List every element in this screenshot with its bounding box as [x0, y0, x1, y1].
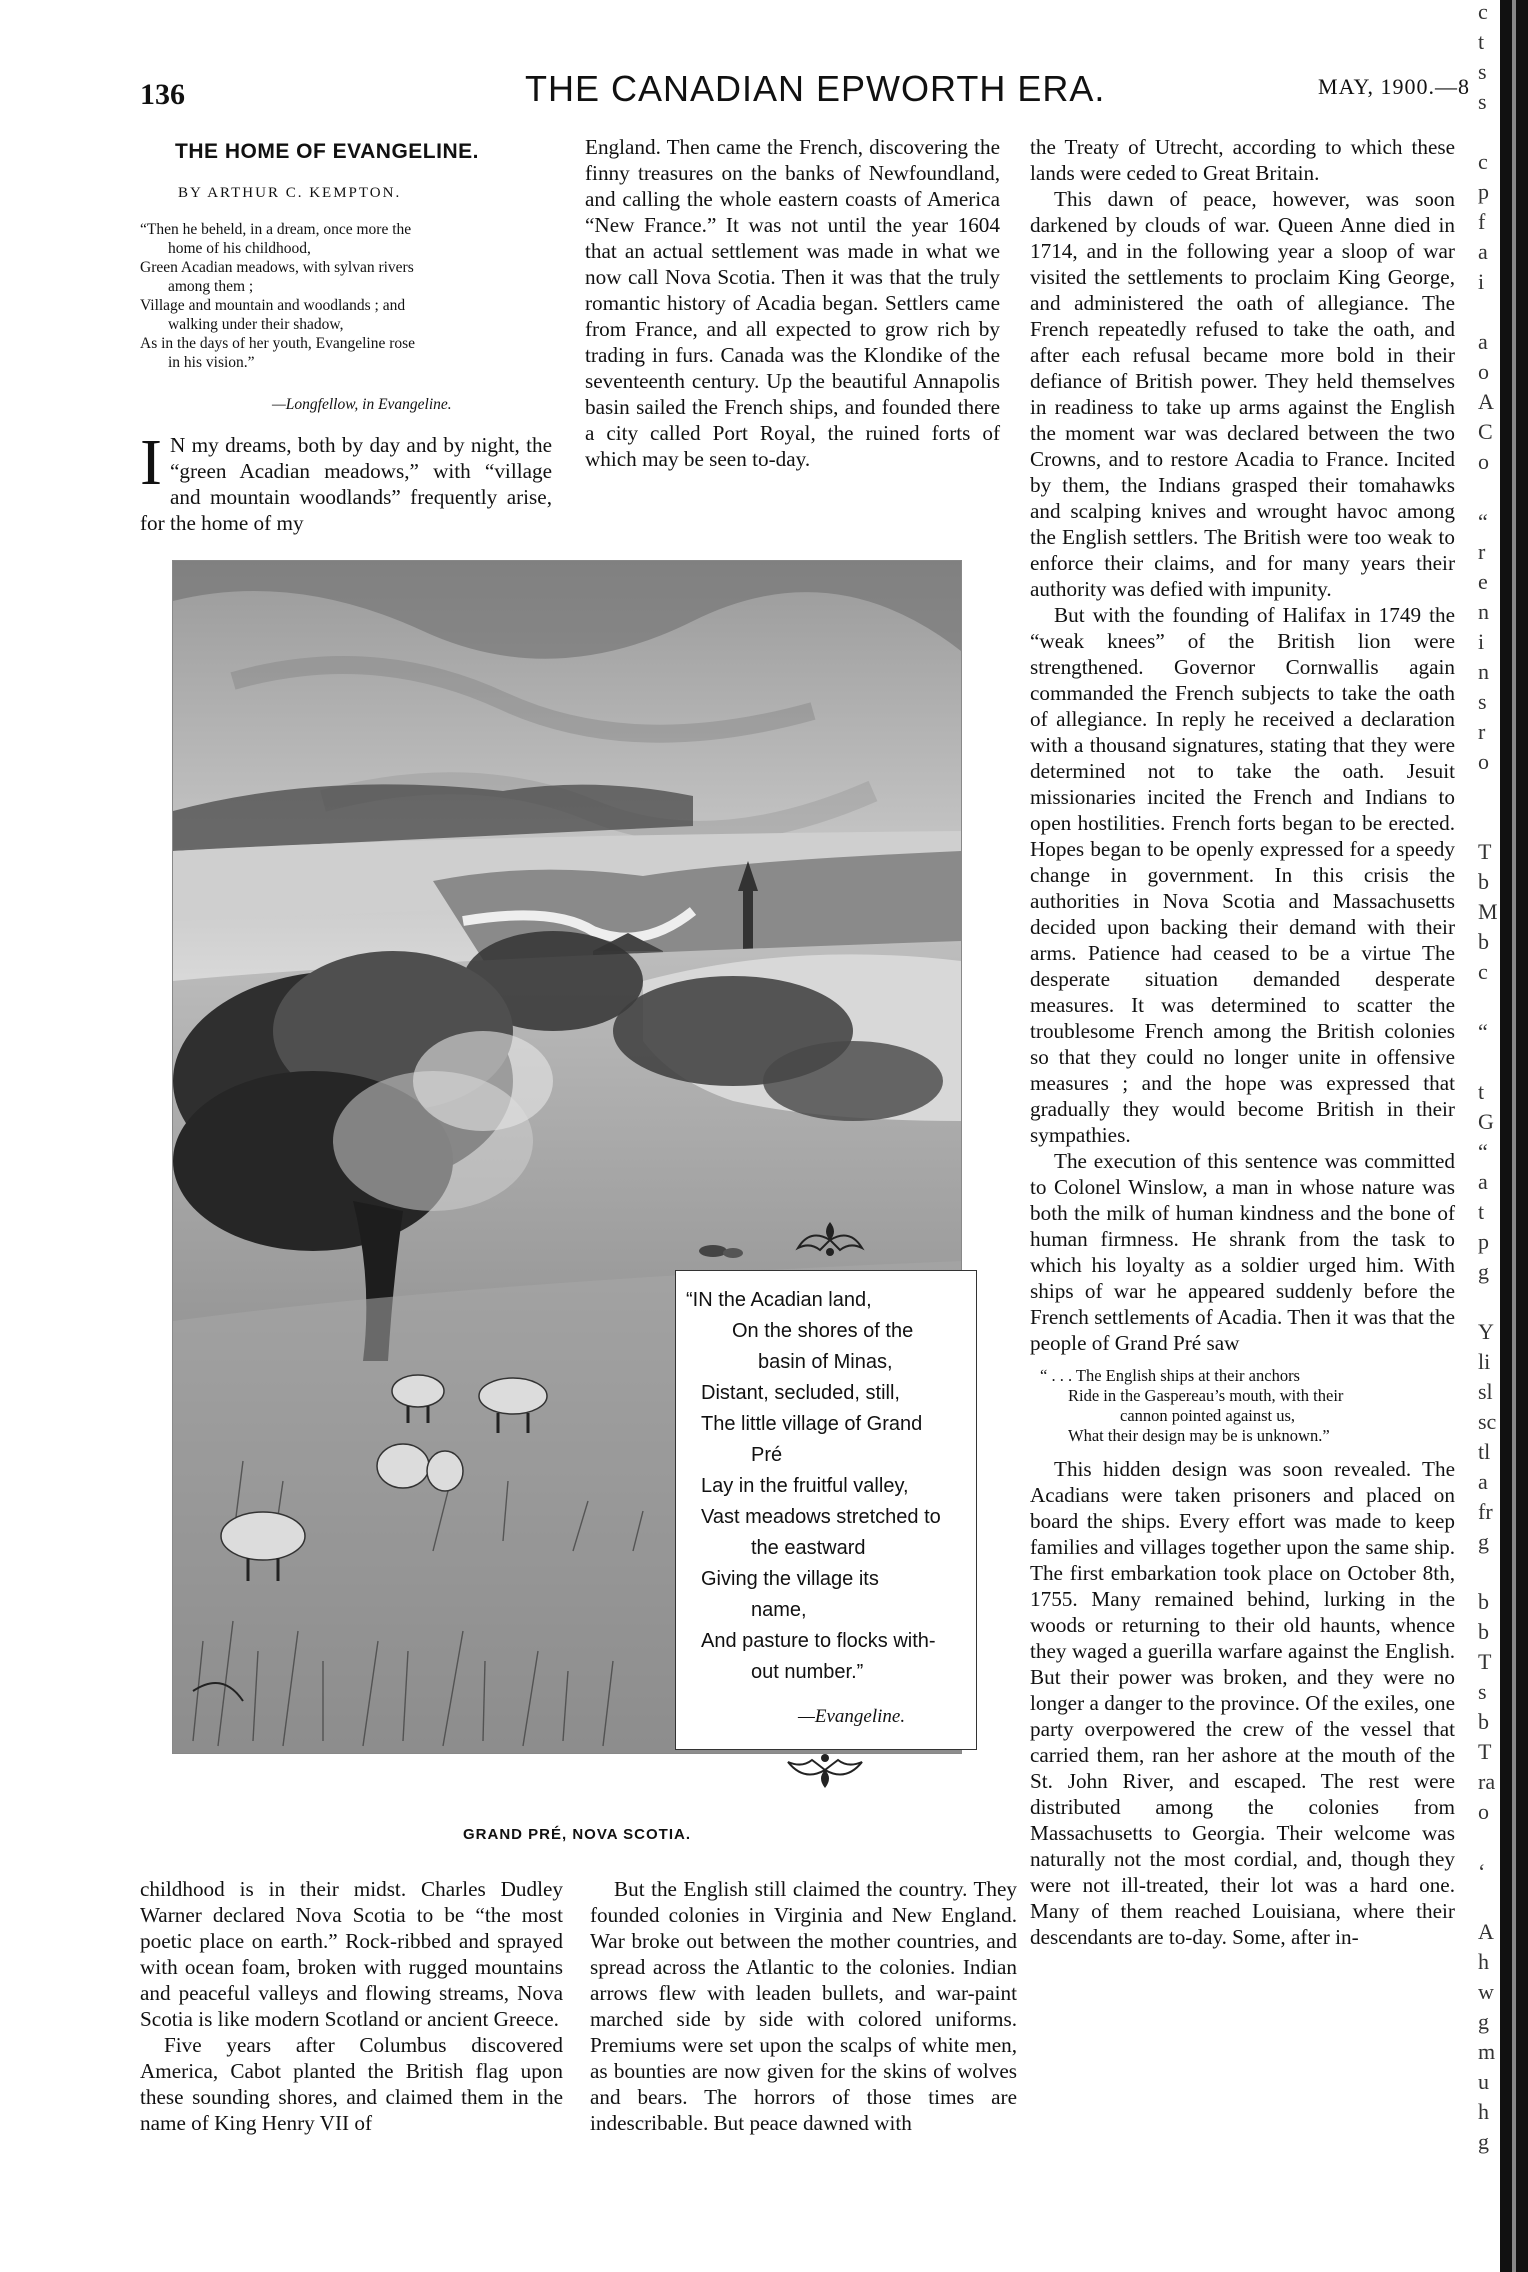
bleed-fragment: A — [1478, 389, 1494, 414]
quote-line: On the shores of the — [732, 1320, 914, 1342]
quote-line: Lay in the fruitful valley, — [701, 1475, 909, 1497]
bleed-fragment — [1478, 300, 1498, 330]
quote-line: Pré — [751, 1444, 783, 1466]
bleed-fragment — [1478, 810, 1498, 840]
page-number: 136 — [140, 78, 185, 111]
epigraph-line: Village and mountain and woodlands ; and — [140, 297, 406, 314]
bleed-fragment: u — [1478, 2069, 1489, 2094]
bleed-fragment: a — [1478, 329, 1488, 354]
bleed-fragment: o — [1478, 1799, 1489, 1824]
bleed-fragment: i — [1478, 269, 1485, 294]
bleed-fragment: n — [1478, 599, 1489, 624]
quote-line: the eastward — [751, 1537, 866, 1559]
bleed-fragment: o — [1478, 359, 1489, 384]
bleed-fragment: ra — [1478, 1769, 1496, 1794]
bleed-fragment: b — [1478, 1589, 1489, 1614]
bleed-fragment: o — [1478, 749, 1489, 774]
paragraph: Five years after Columbus discovered America, Cabot planted the British flag upon these sounding shores, and claimed them in the name of King Henry VII of — [140, 2033, 563, 2135]
epigraph-line: Green Acadian meadows, with sylvan rivers — [140, 259, 414, 276]
bleed-fragment: “ — [1478, 1019, 1488, 1044]
bleed-fragment: g — [1478, 2009, 1489, 2034]
bleed-fragment: ‘ — [1478, 1859, 1486, 1884]
bleed-fragment: fr — [1478, 1499, 1493, 1524]
paragraph: This dawn of peace, however, was soon darkened by clouds of war. Queen Anne died in 1714, and in the following year a sloop of war visited the settlements to proclaim King George, and administered the oath of allegiance. The French repeatedly refused to take the oath, and after each refusal became more bold in their defiance of British power. They held themselves in readiness to take up arms against the English the moment war was declared between the two Crowns, and to restore Acadia to France. Incited by them, the Indians grasped their tomahawks and scalping knives and wrought havoc among the English settlers. The British were too weak to enforce their claims, and for many years their authority was defied with impunity. — [1030, 187, 1455, 601]
bleed-fragment: n — [1478, 659, 1489, 684]
quote-line: cannon pointed against us, — [1120, 1406, 1296, 1425]
bleed-fragment — [1478, 780, 1498, 810]
paragraph: But with the founding of Halifax in 1749 the “weak knees” of the British lion were strengthened. Governor Cornwallis again commanded the French subjects to take the oath of allegiance. In reply he received a declaration with a thousand signatures, stating that they were determined not to take the oath. Jesuit missionaries incited the French and Indians to open hostilities. French forts began to be erected. Hopes began to be openly expressed for a speedy change in government. In this crisis the authorities in Nova Scotia and Massachusetts decided upon backing their demand with their arms. Patience had ceased to be a virtue The desperate situation demanded desperate measures. It was determined to scatter the troublesome French among the British colonies so that they could no longer unite in offensive measures ; and the hope was expressed that gradually they would become British in their sympathies. — [1030, 603, 1455, 1147]
bleed-fragment: a — [1478, 1469, 1488, 1494]
bleed-fragment: g — [1478, 2129, 1489, 2154]
bleed-fragment: “ — [1478, 1139, 1488, 1164]
bleed-fragment — [1478, 480, 1498, 510]
lead-text: N my dreams, both by day and by night, the “green Acadian meadows,” with “village and mountain woodlands” frequently arise, for the home of my — [140, 433, 552, 535]
bleed-fragment: t — [1478, 1199, 1485, 1224]
bleed-fragment: b — [1478, 1619, 1489, 1644]
epigraph-line: in his vision.” — [168, 354, 255, 371]
bleed-fragment: b — [1478, 869, 1489, 894]
bleed-fragment: “ — [1478, 509, 1488, 534]
bleed-fragment: r — [1478, 719, 1486, 744]
epigraph-source: —Longfellow, in Evangeline. — [272, 396, 452, 413]
quote-line: Vast meadows stretched to — [701, 1506, 941, 1528]
bleed-fragment: a — [1478, 1169, 1488, 1194]
bleed-fragment: r — [1478, 539, 1486, 564]
page-header — [140, 68, 1470, 118]
issue-date: MAY, 1900.—8 — [1318, 74, 1470, 99]
bleed-fragment: c — [1478, 149, 1488, 174]
bleed-fragment: T — [1478, 1739, 1492, 1764]
bleed-fragment: o — [1478, 449, 1489, 474]
bleed-fragment: s — [1478, 1679, 1487, 1704]
bleed-fragment: li — [1478, 1349, 1491, 1374]
bleed-fragment — [1478, 1830, 1498, 1860]
next-page-bleed — [1478, 0, 1498, 2272]
bleed-fragment: t — [1478, 29, 1485, 54]
bleed-fragment: s — [1478, 59, 1487, 84]
bleed-fragment: g — [1478, 1529, 1489, 1554]
paragraph: But the English still claimed the country. They founded colonies in Virginia and New England. War broke out between the mother countries, and spread across the Atlantic to the colonies. Indian arrows flew with leaden bullets, and war-paint marched side by side with colored uniforms. Premiums were set upon the scalps of white men, as bounties are now given for the skins of wolves and bears. The horrors of those times are indescribable. But peace dawned with — [590, 1877, 1017, 2135]
bleed-fragment — [1478, 1890, 1498, 1920]
inline-quote — [1040, 1366, 1455, 1446]
paragraph: This hidden design was soon revealed. The Acadians were taken prisoners and placed on board the ships. Every effort was made to keep families and villages together upon the same ship. The first embarkation took place on October 8th, 1755. Many remained behind, lurking in the woods or returning to their old haunts, whence they waged a guerilla warfare against the English. But their power was broken, and they were no longer a danger to the province. Of the exiles, one party overpowered the crew of the vessel that carried them, ran her ashore at the mouth of the St. John River, and escaped. The rest were distributed among the colonies from Massachusetts to Georgia. Their welcome was naturally not the most cordial, and, though they were not ill-treated, their lot was a hard one. Many of them reached Louisiana, where their descendants are to-day. Some, after in- — [1030, 1457, 1455, 1949]
bleed-fragment: w — [1478, 1979, 1494, 2004]
illustration-caption: GRAND PRÉ, NOVA SCOTIA. — [463, 1826, 692, 1843]
quote-line: name, — [751, 1599, 807, 1621]
column-1-bottom — [140, 1876, 563, 2136]
bleed-fragment: sl — [1478, 1379, 1493, 1404]
bleed-fragment — [1478, 120, 1498, 150]
quote-line: Ride in the Gaspereau’s mouth, with their — [1068, 1386, 1344, 1405]
column-2-bottom — [590, 1876, 1017, 2136]
bleed-fragment: h — [1478, 1949, 1489, 1974]
article-title: THE HOME OF EVANGELINE. — [175, 140, 479, 163]
quote-line: The little village of Grand — [701, 1413, 923, 1435]
bleed-fragment: t — [1478, 1079, 1485, 1104]
quote-line: basin of Minas, — [758, 1351, 893, 1373]
quote-line: Distant, secluded, still, — [701, 1382, 900, 1404]
bleed-fragment — [1478, 990, 1498, 1020]
bleed-fragment — [1478, 1050, 1498, 1080]
bleed-fragment: e — [1478, 569, 1488, 594]
bleed-fragment: f — [1478, 209, 1486, 234]
bleed-fragment: a — [1478, 239, 1488, 264]
bleed-fragment: T — [1478, 1649, 1492, 1674]
bleed-fragment: c — [1478, 0, 1488, 24]
bleed-fragment: T — [1478, 839, 1492, 864]
quote-line: What their design may be is unknown.” — [1068, 1426, 1330, 1445]
lead-paragraph — [140, 426, 552, 536]
drop-cap: I — [140, 426, 162, 499]
page-edge-line — [1512, 0, 1516, 2272]
bleed-fragment: M — [1478, 899, 1498, 924]
paragraph: England. Then came the French, discovering the finny treasures on the banks of Newfoundland, and calling the whole eastern coasts of America “New France.” It was not until the year 1604 that an actual settlement was made in what we now call Nova Scotia. Then it was that the truly romantic history of Acadia began. Settlers came from France, and all expected to grow rich by trading in furs. Canada was the Klondike of the seventeenth century. Up the beautiful Annapolis basin sailed the French ships, and founded there a city called Port Royal, the ruined forts of which may be seen to-day. — [585, 135, 1000, 471]
bleed-fragment: b — [1478, 1709, 1489, 1734]
epigraph-line: “Then he beheld, in a dream, once more the — [140, 221, 412, 238]
paragraph: childhood is in their midst. Charles Dudley Warner declared Nova Scotia to be “the most poetic place on earth.” Rock-ribbed and sprayed with ocean foam, broken with rugged mountains and peaceful valleys and flowing streams, Nova Scotia is like modern Scotland or ancient Greece. — [140, 1877, 563, 2031]
quote-line: out number.” — [751, 1661, 864, 1683]
bleed-fragment: Y — [1478, 1319, 1494, 1344]
bleed-fragment: p — [1478, 1229, 1489, 1254]
bleed-fragment: A — [1478, 1919, 1494, 1944]
quote-source: —Evangeline. — [798, 1706, 906, 1727]
epigraph-line: As in the days of her youth, Evangeline rose — [140, 335, 416, 352]
epigraph-line: walking under their shadow, — [168, 316, 344, 333]
quote-line: “IN the Acadian land, — [686, 1289, 872, 1311]
bleed-fragment — [1478, 1290, 1498, 1320]
epigraph-line: among them ; — [168, 278, 254, 295]
paragraph: The execution of this sentence was committed to Colonel Winslow, a man in whose nature was both the milk of human kindness and the bone of human firmness. He shrank from the task to which his loyalty as a soldier urged him. With ships of war he appeared suddenly before the French settlements of Acadia. Then it was that the people of Grand Pré saw — [1030, 1149, 1455, 1355]
article-byline: BY ARTHUR C. KEMPTON. — [178, 185, 402, 201]
bleed-fragment: s — [1478, 689, 1487, 714]
bleed-fragment: p — [1478, 179, 1489, 204]
bleed-fragment: g — [1478, 1259, 1489, 1284]
bleed-fragment: i — [1478, 629, 1485, 654]
bleed-fragment: b — [1478, 929, 1489, 954]
bleed-fragment: tl — [1478, 1439, 1491, 1464]
bleed-fragment: s — [1478, 89, 1487, 114]
quote-line: Giving the village its — [701, 1568, 879, 1590]
running-title: THE CANADIAN EPWORTH ERA. — [525, 68, 1106, 109]
bleed-fragment: G — [1478, 1109, 1494, 1134]
bleed-fragment: sc — [1478, 1409, 1497, 1434]
ornament-bottom-icon — [780, 1752, 870, 1792]
column-2-top — [585, 134, 1000, 472]
quote-line: And pasture to flocks with- — [701, 1630, 936, 1652]
bleed-fragment — [1478, 1560, 1498, 1590]
epigraph — [140, 220, 540, 372]
bleed-fragment: C — [1478, 419, 1493, 444]
column-3 — [1030, 134, 1455, 1950]
bleed-fragment: h — [1478, 2099, 1489, 2124]
epigraph-line: home of his childhood, — [168, 240, 311, 257]
bleed-fragment: c — [1478, 959, 1488, 984]
quote-line: “ . . . The English ships at their anchors — [1040, 1366, 1300, 1385]
evangeline-quote-box — [675, 1270, 977, 1750]
bleed-fragment: m — [1478, 2039, 1496, 2064]
paragraph: the Treaty of Utrecht, according to which these lands were ceded to Great Britain. — [1030, 135, 1455, 185]
ornament-top-icon — [790, 1218, 870, 1262]
